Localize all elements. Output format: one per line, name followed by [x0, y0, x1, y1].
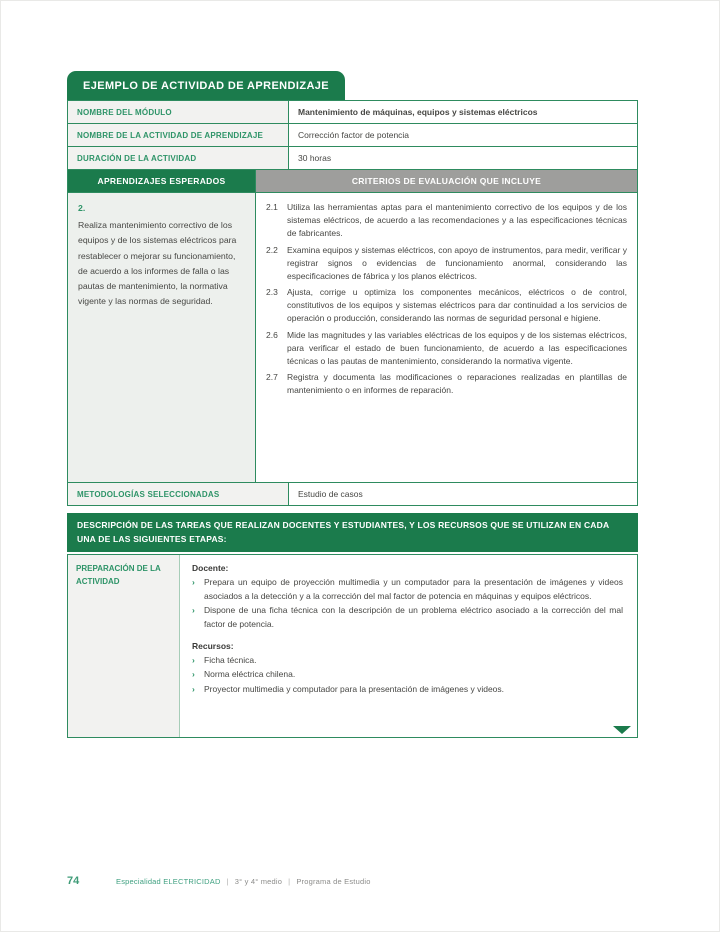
- expected-learning-text: Realiza mantenimiento correctivo de los equipos y de los sistemas eléctricos para restablecer o mejorar su funcionamiento, de acuerdo a los informes de falla o las pautas de mantenimiento, la normativa vigente y las normas de seguridad.: [78, 220, 237, 307]
- activity-table: [67, 100, 638, 506]
- tasks-description-banner: DESCRIPCIÓN DE LAS TAREAS QUE REALIZAN DOCENTES Y ESTUDIANTES, Y LOS RECURSOS QUE SE UTILIZAN EN CADA UNA DE LAS SIGUIENTES ETAPAS:: [67, 513, 638, 552]
- page-content: [67, 71, 638, 738]
- criterion-number: 2.6: [266, 329, 278, 340]
- bullet-icon: ›: [192, 654, 195, 665]
- bullet-item: [192, 683, 623, 697]
- page-footer: [67, 875, 371, 887]
- criterion-text: Examina equipos y sistemas eléctricos, con apoyo de instrumentos, para medir, verificar y registrar signos o evidencias de funcionamiento anormal, considerando las especificaciones de fábrica y los planos eléctricos.: [287, 244, 627, 281]
- duration-value: 30 horas: [298, 153, 332, 163]
- bullet-text: Norma eléctrica chilena.: [204, 669, 296, 680]
- bullet-icon: ›: [192, 669, 195, 680]
- continuation-arrow-icon: [613, 726, 631, 734]
- footer-meta: [116, 877, 371, 886]
- criterion-item: [266, 329, 627, 369]
- preparation-content: [180, 555, 637, 737]
- criterion-item: [266, 244, 627, 284]
- footer-separator: |: [226, 877, 229, 886]
- criterion-text: Mide las magnitudes y las variables eléctricas de los equipos y de los sistemas eléctricos, para verificar el estado de buen funcionamiento, de acuerdo a las especificaciones técnicas o las pautas de mantenimiento, considerando la normativa vigente.: [287, 329, 627, 366]
- bullet-item: [192, 668, 623, 682]
- bullet-text: Proyector multimedia y computador para la presentación de imágenes y videos.: [204, 683, 505, 694]
- table-row: [68, 483, 637, 505]
- footer-specialty: Especialidad ELECTRICIDAD: [116, 877, 221, 886]
- table-row: [68, 124, 637, 147]
- module-name-label: NOMBRE DEL MÓDULO: [68, 101, 289, 123]
- criterion-number: 2.1: [266, 202, 278, 212]
- bullet-text: Ficha técnica.: [204, 654, 257, 665]
- resources-list: [192, 654, 623, 697]
- teacher-task-list: [192, 576, 623, 631]
- teacher-heading: Docente:: [192, 563, 229, 574]
- bullet-item: [192, 654, 623, 668]
- expected-learning-cell: [68, 193, 256, 482]
- evaluation-criteria-header: CRITERIOS DE EVALUACIÓN QUE INCLUYE: [256, 170, 637, 192]
- stage-label: PREPARACIÓN DE LA ACTIVIDAD: [68, 555, 180, 737]
- column-headers-row: [68, 170, 637, 193]
- methodologies-value: Estudio de casos: [298, 489, 363, 499]
- module-name-value: Mantenimiento de máquinas, equipos y sistemas eléctricos: [298, 107, 538, 117]
- page-number: 74: [67, 875, 80, 887]
- footer-grade: 3° y 4° medio: [234, 877, 283, 886]
- criterion-number: 2.3: [266, 287, 278, 298]
- criterion-text: Utiliza las herramientas aptas para el mantenimiento correctivo de los equipos y de los sistemas eléctricos, de acuerdo a las recomendaciones y a las especificaciones técnicas de fabricantes.: [287, 202, 627, 239]
- footer-program: Programa de Estudio: [296, 877, 371, 886]
- duration-label: DURACIÓN DE LA ACTIVIDAD: [68, 147, 289, 169]
- resources-heading: Recursos:: [192, 640, 234, 651]
- expected-learning-header: APRENDIZAJES ESPERADOS: [68, 170, 256, 192]
- bullet-item: [192, 576, 623, 603]
- activity-example-badge: EJEMPLO DE ACTIVIDAD DE APRENDIZAJE: [67, 71, 345, 100]
- bullet-icon: ›: [192, 577, 195, 588]
- bullet-item: [192, 604, 623, 631]
- bullet-text: Dispone de una ficha técnica con la descripción de un problema eléctrico asociado a la corrección del mal factor de potencia.: [204, 605, 623, 629]
- footer-separator: |: [288, 877, 291, 886]
- bullet-icon: ›: [192, 683, 195, 694]
- bullet-text: Prepara un equipo de proyección multimedia y un computador para la presentación de imágenes y videos asociados a la detección y a la corrección del mal factor de potencia en máquinas y equipos eléctricos.: [204, 577, 623, 601]
- table-row: [68, 101, 637, 124]
- methodologies-label: METODOLOGÍAS SELECCIONADAS: [68, 483, 289, 505]
- criterion-text: Registra y documenta las modificaciones o reparaciones realizadas en plantillas de mantenimiento o en informes de reparación.: [287, 372, 627, 396]
- bullet-icon: ›: [192, 605, 195, 616]
- criterion-item: [266, 201, 627, 241]
- criterion-item: [266, 286, 627, 326]
- expected-learning-number: 2.: [78, 203, 86, 213]
- learning-content-row: [68, 193, 637, 483]
- criterion-number: 2.7: [266, 372, 278, 383]
- criterion-item: [266, 371, 627, 397]
- criterion-text: Ajusta, corrige u optimiza los componentes mecánicos, eléctricos o de control, constitutivos de los equipos y sistemas eléctricos para dar continuidad a los servicios de operación o producción, considerando las normas de seguridad personal e higiene.: [287, 287, 627, 324]
- activity-name-value: Corrección factor de potencia: [298, 130, 410, 140]
- preparation-section: [67, 554, 638, 738]
- evaluation-criteria-list: [256, 193, 637, 482]
- activity-name-label: NOMBRE DE LA ACTIVIDAD DE APRENDIZAJE: [68, 124, 289, 146]
- table-row: [68, 147, 637, 170]
- criterion-number: 2.2: [266, 244, 278, 255]
